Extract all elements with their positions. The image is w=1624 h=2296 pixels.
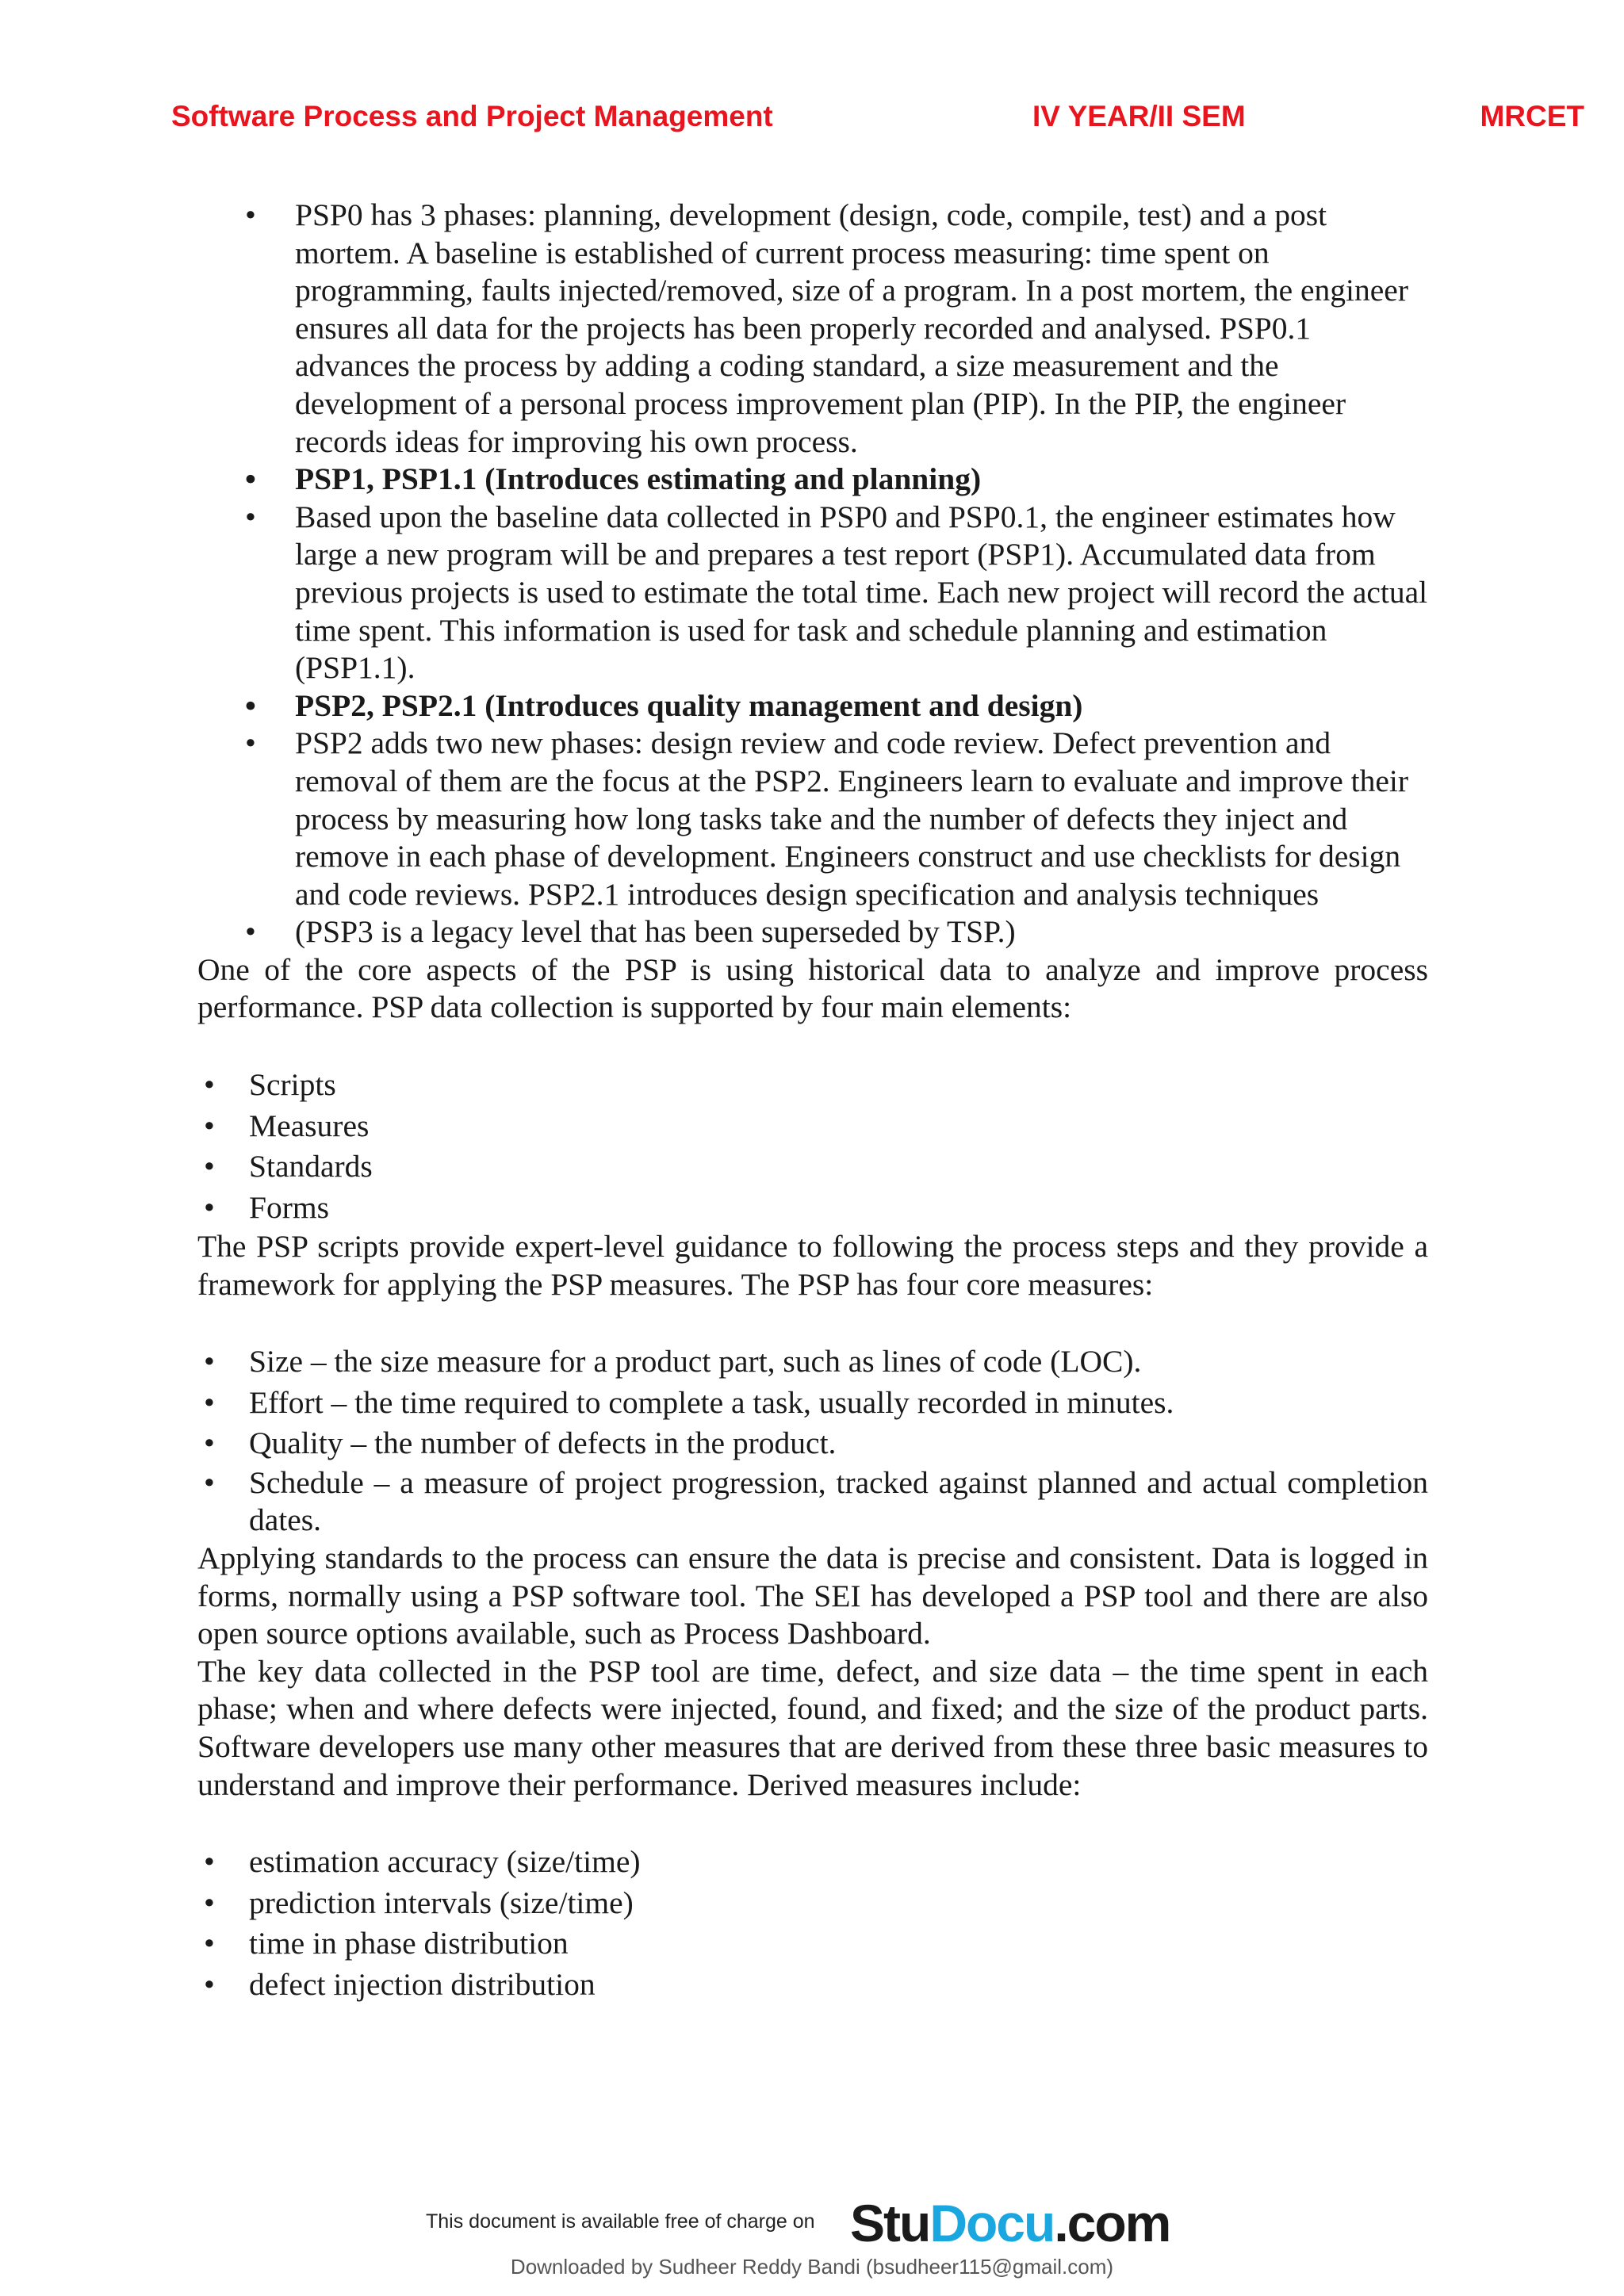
download-attribution: Downloaded by Sudheer Reddy Bandi (bsudheer115@gmail.com) [510,2255,1114,2279]
availability-text: This document is available free of charge on [426,2210,815,2233]
standards-paragraph: Applying standards to the process can ensure the data is precise and consistent. Data is logged in forms, normally using a PSP software tool. The SEI has developed a PSP tool and there are also open source options available, such as Process Dashboard. [197,1540,1428,1651]
psp0-description: • PSP0 has 3 phases: planning, development (design, code, compile, test) and a post mortem. A baseline is established of current process measuring: time spent on programming, faults injected/removed, size of a program. In a post mortem, the engineer ensures all data for the projects has been properly recorded and analysed. PSP0.1 advances the process by adding a coding standard, a size measurement and the development of a personal process improvement plan (PIP). In the PIP, the engineer records ideas for improving his own process. [197,197,1428,461]
psp1-description: • Based upon the baseline data collected in PSP0 and PSP0.1, the engineer estimates how large a new program will be and prepares a test report (PSP1). Accumulated data from previous projects is used to estimate the total time. Each new project will record the actual time spent. This information is used for task and schedule planning and estimation (PSP1.1). [197,499,1428,687]
psp2-description: • PSP2 adds two new phases: design review and code review. Defect prevention and removal of them are the focus at the PSP2. Engineers learn to evaluate and improve their process by measuring how long tasks take and the number of defects they inject and remove in each phase of development. Engineers construct and use checklists for design and code reviews. PSP2.1 introduces design specification and analysis techniques [197,725,1428,913]
list-item: • defect injection distribution [197,1965,1428,2006]
list-item: • Size – the size measure for a product part, such as lines of code (LOC). [197,1341,1428,1383]
institution-name: MRCET [1480,100,1584,132]
list-item: • Forms [197,1188,1428,1229]
list-item: • Scripts [197,1065,1428,1106]
key-data-paragraph: The key data collected in the PSP tool are time, defect, and size data – the time spent in each phase; when and where defects were injected, found, and fixed; and the size of the product parts. Software developers use many other measures that are derived from these three basic measures to understand and improve their performance. Derived measures include: [197,1653,1428,1802]
psp3-note: • (PSP3 is a legacy level that has been superseded by TSP.) [197,913,1428,951]
list-item: • time in phase distribution [197,1923,1428,1965]
year-semester: IV YEAR/II SEM [1032,100,1246,132]
list-item: • prediction intervals (size/time) [197,1883,1428,1924]
list-item: • Schedule – a measure of project progression, tracked against planned and actual completion dates. [197,1464,1428,1540]
psp1-heading: • PSP1, PSP1.1 (Introduces estimating and planning) [197,461,1428,499]
core-aspects-paragraph: One of the core aspects of the PSP is using historical data to analyze and improve process performance. PSP data collection is supported by four main elements: [197,951,1428,1025]
logo-text-stu: Stu [850,2194,930,2252]
page-header [171,100,1584,140]
list-item: • Measures [197,1106,1428,1147]
document-body [197,197,1428,2005]
list-item: • Effort – the time required to complete a task, usually recorded in minutes. [197,1383,1428,1424]
derived-measures-list [197,1842,1428,2005]
footer-banner [0,2193,1624,2252]
course-title: Software Process and Project Management [171,100,773,132]
list-item: • Quality – the number of defects in the product. [197,1423,1428,1464]
studocu-logo[interactable] [850,2193,1170,2253]
logo-text-com: .com [1054,2194,1170,2252]
scripts-paragraph: The PSP scripts provide expert-level guidance to following the process steps and they provide a framework for applying the PSP measures. The PSP has four core measures: [197,1229,1428,1302]
measures-list [197,1341,1428,1540]
elements-list [197,1065,1428,1228]
list-item: • estimation accuracy (size/time) [197,1842,1428,1883]
list-item: • Standards [197,1146,1428,1188]
psp2-heading: • PSP2, PSP2.1 (Introduces quality management and design) [197,687,1428,725]
logo-text-docu: Docu [929,2194,1055,2252]
psp-levels-list [197,197,1428,951]
